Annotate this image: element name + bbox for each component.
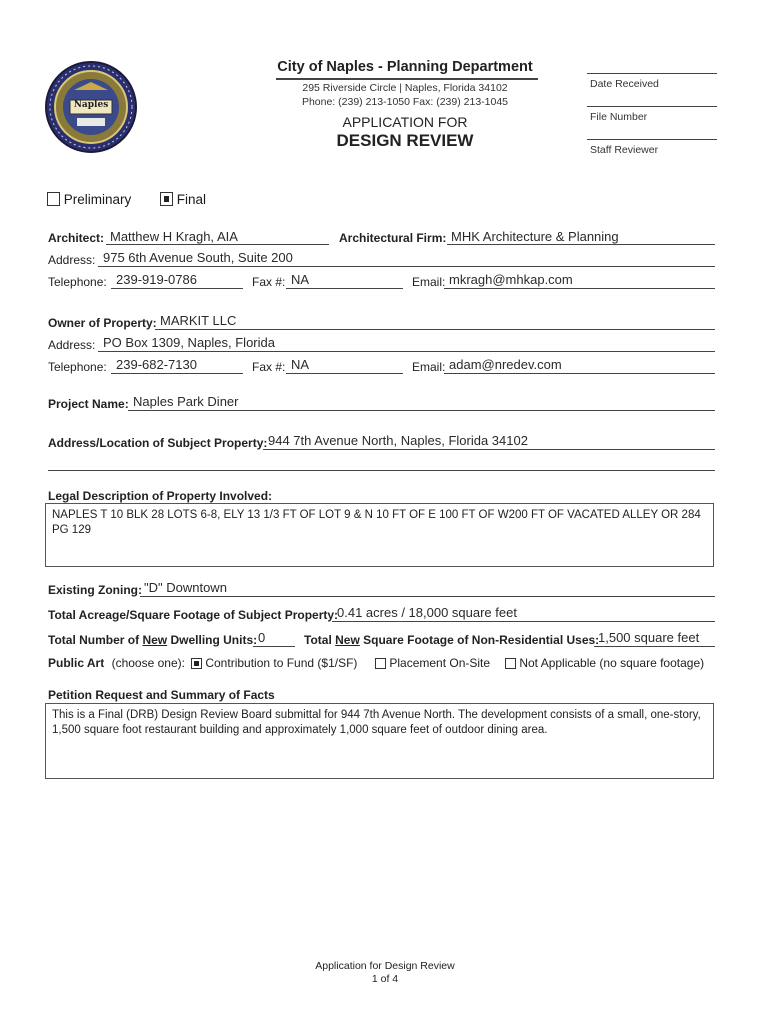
department-underline bbox=[276, 78, 538, 80]
existing-zoning-field[interactable]: "D" Downtown bbox=[144, 580, 227, 595]
public-art-fund-label: Contribution to Fund ($1/SF) bbox=[205, 656, 358, 670]
owner-email-line bbox=[444, 373, 715, 374]
project-name-field[interactable]: Naples Park Diner bbox=[133, 394, 239, 409]
architect-telephone-label: Telephone: bbox=[48, 275, 107, 289]
footer-page: 1 of 4 bbox=[371, 973, 399, 985]
header-address: 295 Riverside Circle | Naples, Florida 34102 bbox=[302, 82, 508, 94]
property-location-line-2 bbox=[48, 470, 715, 471]
title-application-for: APPLICATION FOR bbox=[342, 114, 468, 130]
owner-telephone-line bbox=[111, 373, 243, 374]
architect-email-label: Email: bbox=[412, 275, 446, 289]
dwelling-units-label bbox=[48, 633, 257, 647]
public-art-row bbox=[48, 656, 185, 670]
owner-address-label: Address: bbox=[48, 338, 96, 352]
architect-email-field[interactable]: mkragh@mhkap.com bbox=[449, 272, 573, 287]
owner-fax-line bbox=[286, 373, 403, 374]
project-name-label: Project Name: bbox=[48, 397, 129, 411]
property-location-field[interactable]: 944 7th Avenue North, Naples, Florida 34102 bbox=[268, 433, 528, 448]
date-received-line bbox=[587, 106, 717, 107]
owner-fax-field[interactable]: NA bbox=[291, 357, 310, 372]
public-art-choose: (choose one): bbox=[111, 656, 185, 670]
option-preliminary[interactable] bbox=[47, 192, 131, 207]
nonres-sqft-line bbox=[594, 646, 715, 647]
architect-address-field[interactable]: 975 6th Avenue South, Suite 200 bbox=[103, 250, 293, 265]
final-label: Final bbox=[176, 192, 207, 207]
staff-top-line bbox=[587, 73, 717, 74]
nonres-sqft-label-new: New bbox=[335, 633, 360, 647]
date-received-label: Date Received bbox=[590, 78, 659, 90]
public-art-onsite-checkbox[interactable] bbox=[375, 658, 386, 669]
public-art-onsite-label: Placement On-Site bbox=[389, 656, 491, 670]
dwelling-units-field[interactable]: 0 bbox=[258, 630, 266, 645]
legal-description-label: Legal Description of Property Involved: bbox=[48, 489, 273, 503]
owner-telephone-field[interactable]: 239-682-7130 bbox=[116, 357, 197, 372]
final-checkbox[interactable] bbox=[160, 192, 173, 206]
header-phone: Phone: (239) 213-1050 Fax: (239) 213-1045 bbox=[301, 96, 509, 108]
property-location-label: Address/Location of Subject Property: bbox=[48, 436, 268, 450]
architect-email-line bbox=[444, 288, 715, 289]
owner-address-line bbox=[98, 351, 715, 352]
public-art-fund-checkbox[interactable] bbox=[191, 658, 202, 669]
legal-description-text: NAPLES T 10 BLK 28 LOTS 6-8, ELY 13 1/3 FT OF LOT 9 & N 10 FT OF E 100 FT OF W200 FT OF VACATED ALLEY OR 284 PG 129 bbox=[52, 509, 701, 536]
acreage-label: Total Acreage/Square Footage of Subject Property: bbox=[48, 608, 339, 622]
acreage-field[interactable]: 0.41 acres / 18,000 square feet bbox=[337, 605, 517, 620]
owner-email-field[interactable]: adam@nredev.com bbox=[449, 357, 562, 372]
project-name-line bbox=[128, 410, 715, 411]
architect-name-field[interactable]: Matthew H Kragh, AIA bbox=[110, 229, 238, 244]
petition-text: This is a Final (DRB) Design Review Board submittal for 944 7th Avenue North. The development consists of a small, one-story, 1,500 square foot restaurant building and approximately 1,000 square feet of outdoor dining area. bbox=[52, 709, 701, 736]
architect-fax-field[interactable]: NA bbox=[291, 272, 310, 287]
public-art-na-checkbox[interactable] bbox=[505, 658, 516, 669]
owner-email-label: Email: bbox=[412, 360, 446, 374]
architect-telephone-line bbox=[111, 288, 243, 289]
legal-description-box[interactable] bbox=[45, 503, 714, 567]
title-design-review: DESIGN REVIEW bbox=[336, 131, 474, 150]
architect-address-line bbox=[98, 266, 715, 267]
architect-firm-line bbox=[447, 244, 715, 245]
owner-fax-label: Fax #: bbox=[252, 360, 286, 374]
architect-firm-field[interactable]: MHK Architecture & Planning bbox=[451, 229, 619, 244]
architect-address-label: Address: bbox=[48, 253, 96, 267]
city-seal-logo bbox=[44, 60, 138, 154]
property-location-line bbox=[263, 449, 715, 450]
public-art-na-label: Not Applicable (no square footage) bbox=[519, 656, 705, 670]
owner-name-line bbox=[155, 329, 715, 330]
preliminary-label: Preliminary bbox=[63, 192, 132, 207]
footer-title: Application for Design Review bbox=[315, 960, 455, 972]
petition-box[interactable] bbox=[45, 703, 714, 779]
department-title: City of Naples - Planning Department bbox=[277, 59, 533, 75]
public-art-label: Public Art bbox=[48, 656, 105, 670]
owner-address-field[interactable]: PO Box 1309, Naples, Florida bbox=[103, 335, 275, 350]
dwelling-units-line bbox=[253, 646, 295, 647]
petition-label: Petition Request and Summary of Facts bbox=[48, 688, 275, 702]
owner-label: Owner of Property: bbox=[48, 316, 157, 330]
preliminary-checkbox[interactable] bbox=[47, 192, 60, 206]
public-art-option-onsite[interactable] bbox=[375, 656, 490, 670]
public-art-option-fund[interactable] bbox=[191, 656, 357, 670]
owner-telephone-label: Telephone: bbox=[48, 360, 107, 374]
dwelling-units-label-pre: Total Number of bbox=[48, 633, 143, 647]
nonres-sqft-label-post: Square Footage of Non-Residential Uses: bbox=[359, 633, 600, 647]
architect-fax-line bbox=[286, 288, 403, 289]
architect-fax-label: Fax #: bbox=[252, 275, 286, 289]
staff-reviewer-label: Staff Reviewer bbox=[590, 144, 659, 156]
file-number-line bbox=[587, 139, 717, 140]
architect-label: Architect: bbox=[48, 231, 105, 245]
nonres-sqft-field[interactable]: 1,500 square feet bbox=[598, 630, 700, 645]
file-number-label: File Number bbox=[590, 111, 648, 123]
architect-firm-label: Architectural Firm: bbox=[339, 231, 447, 245]
dwelling-units-label-post: Dwelling Units: bbox=[167, 633, 258, 647]
public-art-option-na[interactable] bbox=[505, 656, 704, 670]
nonres-sqft-label-pre: Total bbox=[304, 633, 336, 647]
dwelling-units-label-new: New bbox=[142, 633, 168, 647]
seal-text: Naples bbox=[73, 100, 109, 110]
architect-telephone-field[interactable]: 239-919-0786 bbox=[116, 272, 197, 287]
nonres-sqft-label bbox=[304, 633, 599, 647]
existing-zoning-label: Existing Zoning: bbox=[48, 583, 142, 597]
owner-name-field[interactable]: MARKIT LLC bbox=[160, 313, 237, 328]
option-final[interactable] bbox=[160, 192, 206, 207]
acreage-line bbox=[332, 621, 715, 622]
architect-name-line bbox=[106, 244, 329, 245]
existing-zoning-line bbox=[140, 596, 715, 597]
